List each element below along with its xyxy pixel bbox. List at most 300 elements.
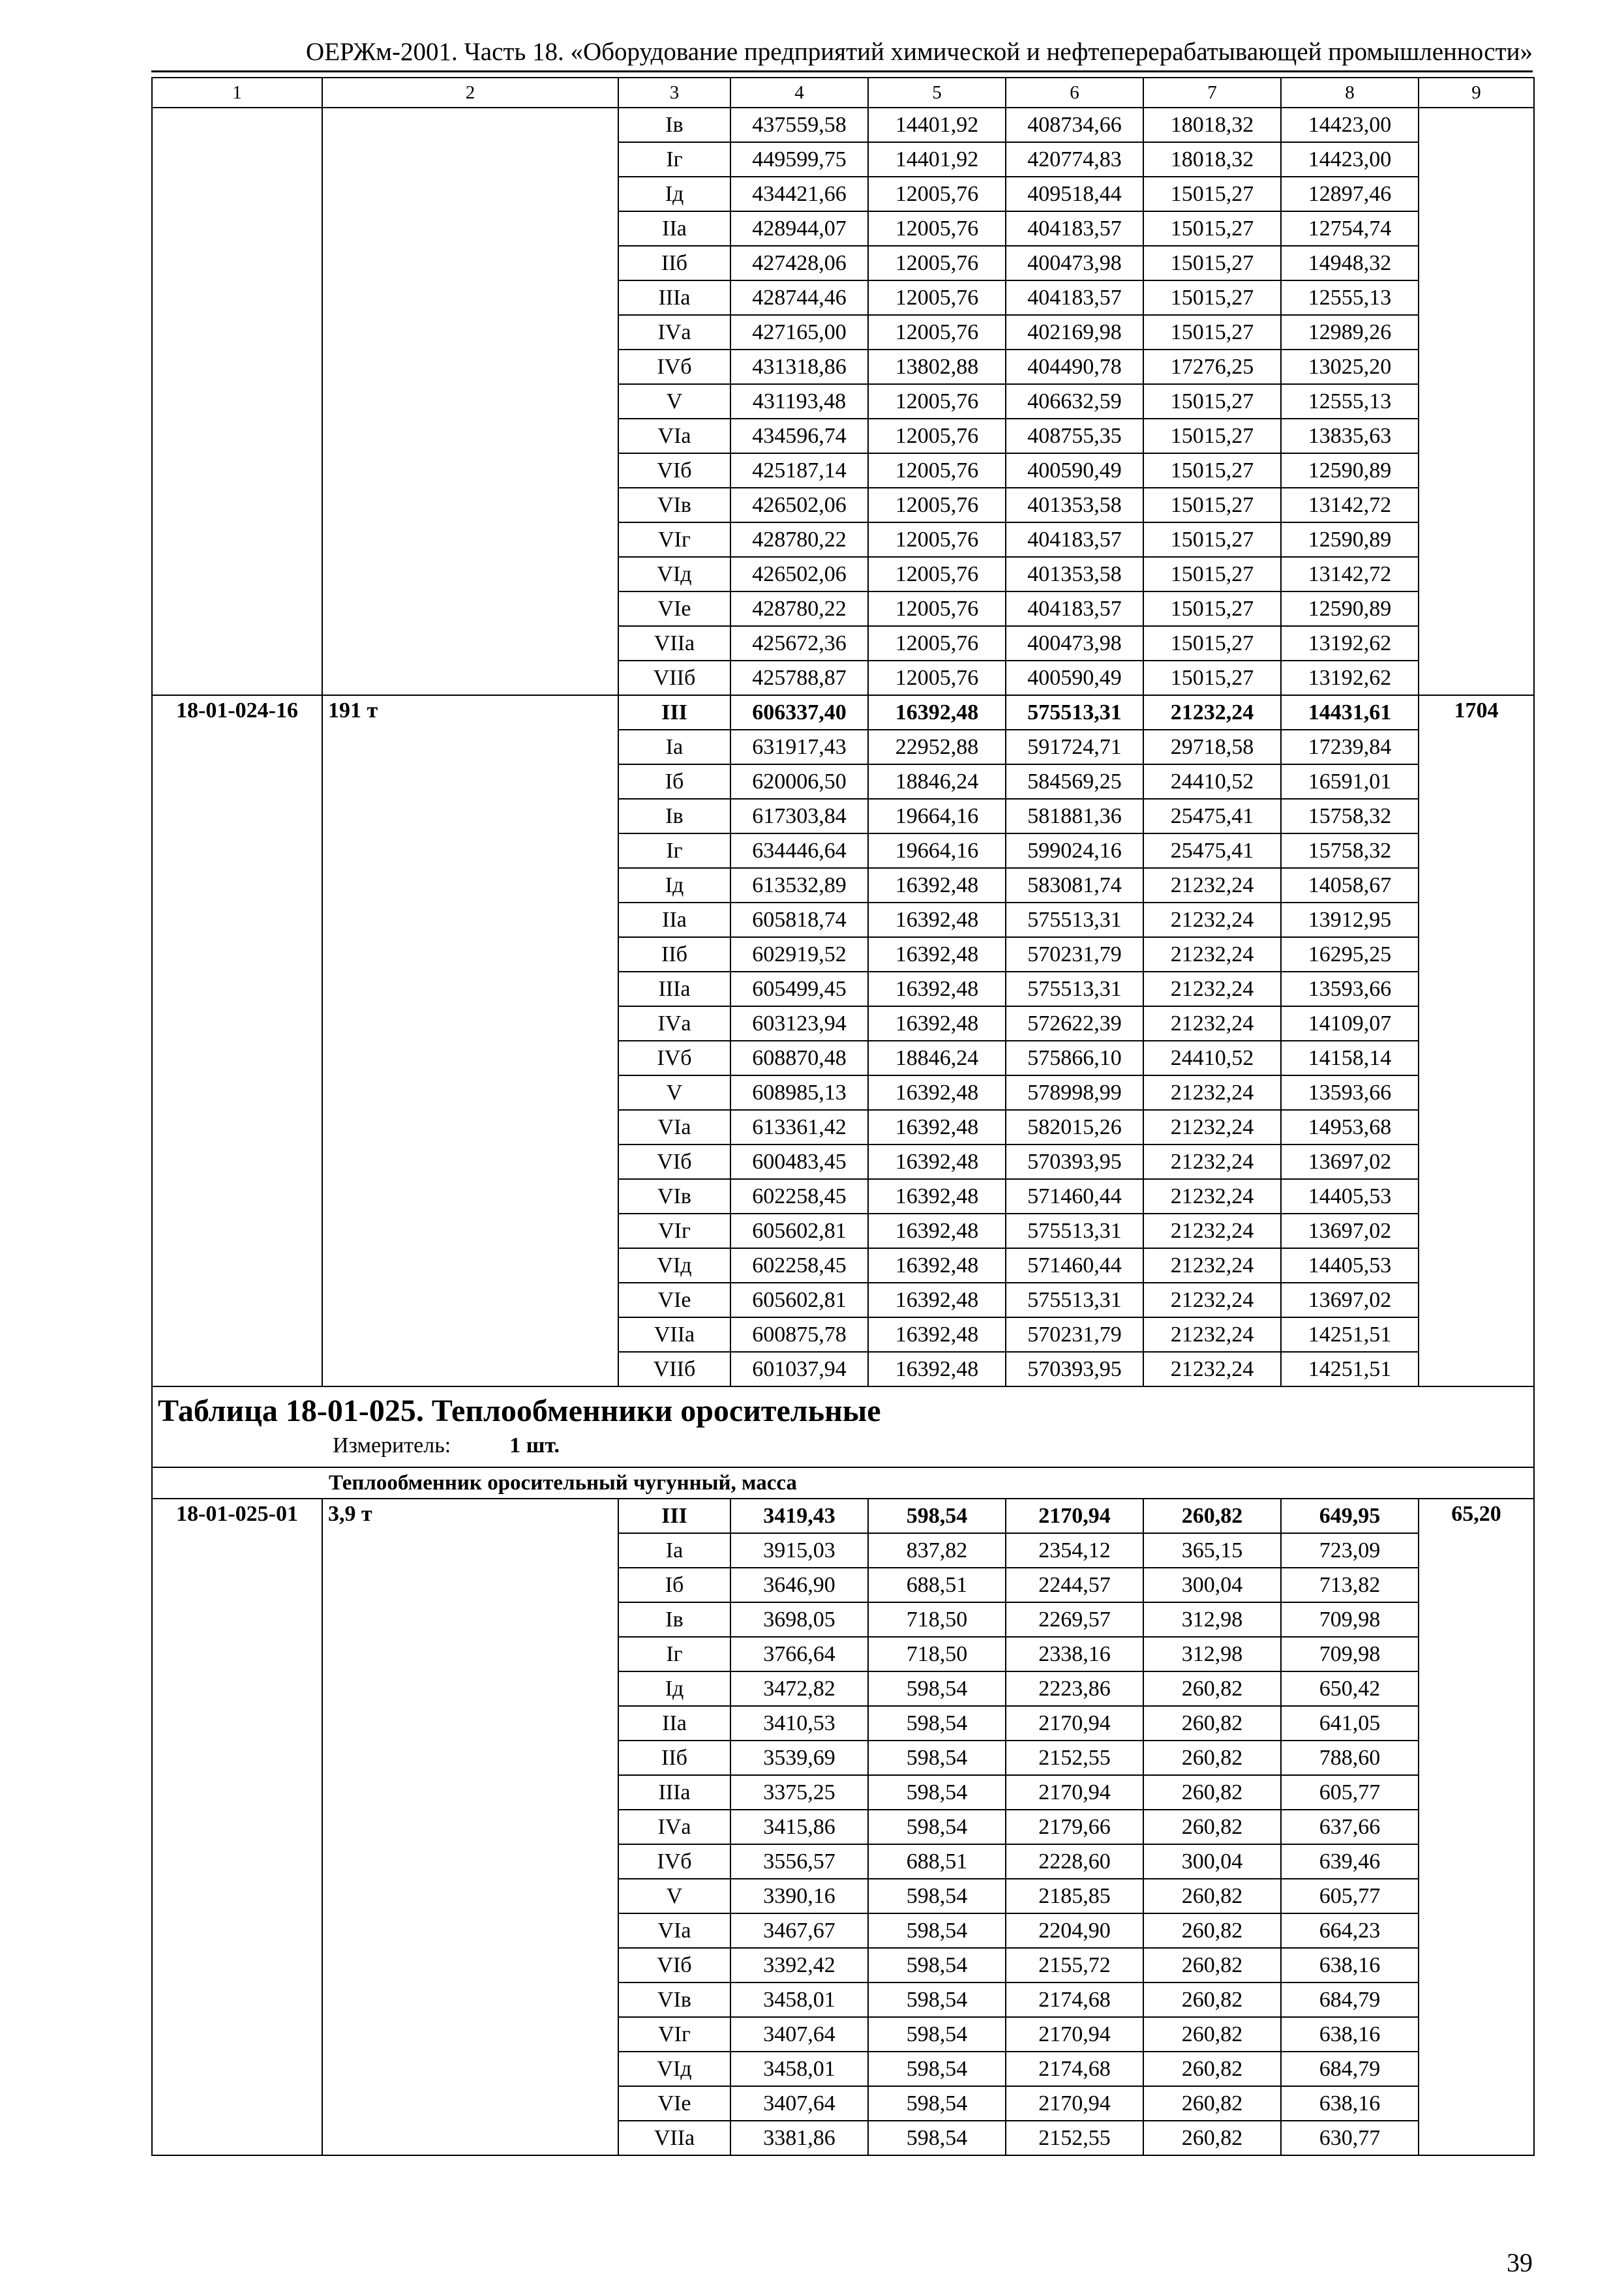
zone-cell: VIв — [618, 1179, 730, 1214]
total-cost-cell: 426502,06 — [730, 488, 868, 522]
total-cost-cell: 620006,50 — [730, 764, 868, 799]
machinist-wages-cell: 21232,24 — [1143, 1075, 1281, 1110]
machinist-wages-cell: 21232,24 — [1143, 1283, 1281, 1317]
rate-code-cell — [152, 108, 322, 695]
zone-cell: VIб — [618, 453, 730, 488]
machines-cell: 2152,55 — [1006, 2121, 1143, 2155]
wages-cell: 12005,76 — [868, 384, 1006, 419]
column-number: 4 — [730, 78, 868, 108]
total-cost-cell: 3390,16 — [730, 1879, 868, 1913]
machinist-wages-cell: 15015,27 — [1143, 522, 1281, 557]
machines-cell: 400590,49 — [1006, 661, 1143, 695]
wages-cell: 14401,92 — [868, 108, 1006, 142]
wages-cell: 16392,48 — [868, 1214, 1006, 1248]
total-cost-cell: 3458,01 — [730, 1982, 868, 2017]
machinist-wages-cell: 312,98 — [1143, 1602, 1281, 1637]
column-number: 7 — [1143, 78, 1281, 108]
machines-cell: 570393,95 — [1006, 1352, 1143, 1386]
zone-cell: VIIб — [618, 661, 730, 695]
machines-cell: 409518,44 — [1006, 177, 1143, 211]
materials-cell: 13593,66 — [1281, 1075, 1419, 1110]
section-heading: Теплообменник оросительный чугунный, масса — [152, 1467, 1534, 1499]
machines-cell: 400473,98 — [1006, 626, 1143, 661]
machines-cell: 591724,71 — [1006, 730, 1143, 764]
machines-cell: 571460,44 — [1006, 1179, 1143, 1214]
materials-cell: 14109,07 — [1281, 1006, 1419, 1041]
materials-cell: 638,16 — [1281, 2086, 1419, 2121]
wages-cell: 16392,48 — [868, 1352, 1006, 1386]
wages-cell: 598,54 — [868, 1948, 1006, 1982]
zone-cell: IIб — [618, 1741, 730, 1775]
wages-cell: 688,51 — [868, 1844, 1006, 1879]
wages-cell: 16392,48 — [868, 695, 1006, 730]
zone-cell: VIIа — [618, 626, 730, 661]
machines-cell: 2354,12 — [1006, 1533, 1143, 1568]
wages-cell: 12005,76 — [868, 488, 1006, 522]
total-cost-cell: 3646,90 — [730, 1568, 868, 1602]
materials-cell: 13912,95 — [1281, 903, 1419, 937]
materials-cell: 13697,02 — [1281, 1283, 1419, 1317]
column-number: 5 — [868, 78, 1006, 108]
materials-cell: 605,77 — [1281, 1775, 1419, 1810]
machines-cell: 2170,94 — [1006, 2017, 1143, 2052]
materials-cell: 13192,62 — [1281, 661, 1419, 695]
total-cost-cell: 426502,06 — [730, 557, 868, 591]
machines-cell: 570231,79 — [1006, 937, 1143, 972]
unit-line — [158, 1431, 1528, 1460]
machines-cell: 575513,31 — [1006, 903, 1143, 937]
total-cost-cell: 428744,46 — [730, 280, 868, 315]
machinist-wages-cell: 260,82 — [1143, 2086, 1281, 2121]
wages-cell: 16392,48 — [868, 1283, 1006, 1317]
zone-cell: Iа — [618, 730, 730, 764]
materials-cell: 14058,67 — [1281, 868, 1419, 903]
materials-cell: 14423,00 — [1281, 142, 1419, 177]
total-cost-cell: 425788,87 — [730, 661, 868, 695]
total-cost-cell: 427165,00 — [730, 315, 868, 350]
total-cost-cell: 3415,86 — [730, 1810, 868, 1844]
column-number: 9 — [1419, 78, 1534, 108]
column-number: 2 — [322, 78, 618, 108]
materials-cell: 684,79 — [1281, 2052, 1419, 2086]
machines-cell: 2174,68 — [1006, 1982, 1143, 2017]
table-caption: Таблица 18-01-025. Теплообменники оросительные — [158, 1394, 881, 1428]
zone-cell: Iв — [618, 1602, 730, 1637]
wages-cell: 718,50 — [868, 1602, 1006, 1637]
machinist-wages-cell: 260,82 — [1143, 2017, 1281, 2052]
wages-cell: 16392,48 — [868, 868, 1006, 903]
machines-cell: 2338,16 — [1006, 1637, 1143, 1671]
labor-cell — [1419, 108, 1534, 695]
wages-cell: 12005,76 — [868, 246, 1006, 280]
zone-cell: IIа — [618, 903, 730, 937]
machinist-wages-cell: 18018,32 — [1143, 142, 1281, 177]
machinist-wages-cell: 21232,24 — [1143, 1352, 1281, 1386]
zone-cell: VIб — [618, 1144, 730, 1179]
zone-cell: VIа — [618, 419, 730, 453]
wages-cell: 16392,48 — [868, 903, 1006, 937]
total-cost-cell: 608985,13 — [730, 1075, 868, 1110]
total-cost-cell: 613532,89 — [730, 868, 868, 903]
machines-cell: 575513,31 — [1006, 1283, 1143, 1317]
materials-cell: 638,16 — [1281, 2017, 1419, 2052]
total-cost-cell: 425187,14 — [730, 453, 868, 488]
wages-cell: 598,54 — [868, 1913, 1006, 1948]
total-cost-cell: 3407,64 — [730, 2086, 868, 2121]
machinist-wages-cell: 24410,52 — [1143, 764, 1281, 799]
zone-cell: IIб — [618, 937, 730, 972]
column-number: 8 — [1281, 78, 1419, 108]
zone-cell: VIд — [618, 1248, 730, 1283]
materials-cell: 638,16 — [1281, 1948, 1419, 1982]
machines-cell: 2170,94 — [1006, 2086, 1143, 2121]
machinist-wages-cell: 15015,27 — [1143, 384, 1281, 419]
wages-cell: 19664,16 — [868, 833, 1006, 868]
section-row — [152, 1467, 1534, 1499]
machinist-wages-cell: 260,82 — [1143, 1810, 1281, 1844]
zone-cell: V — [618, 1879, 730, 1913]
machines-cell: 2170,94 — [1006, 1499, 1143, 1533]
materials-cell: 649,95 — [1281, 1499, 1419, 1533]
zone-cell: Iа — [618, 1533, 730, 1568]
machines-cell: 408734,66 — [1006, 108, 1143, 142]
machinist-wages-cell: 15015,27 — [1143, 246, 1281, 280]
zone-cell: VIд — [618, 2052, 730, 2086]
machines-cell: 408755,35 — [1006, 419, 1143, 453]
machinist-wages-cell: 21232,24 — [1143, 868, 1281, 903]
machines-cell: 404183,57 — [1006, 211, 1143, 246]
total-cost-cell: 3392,42 — [730, 1948, 868, 1982]
machinist-wages-cell: 260,82 — [1143, 1948, 1281, 1982]
materials-cell: 14431,61 — [1281, 695, 1419, 730]
unit-label: Измеритель: — [333, 1433, 451, 1458]
materials-cell: 12590,89 — [1281, 591, 1419, 626]
rate-code-cell: 18-01-024-16 — [152, 695, 322, 1386]
total-cost-cell: 600483,45 — [730, 1144, 868, 1179]
zone-cell: IVа — [618, 1006, 730, 1041]
wages-cell: 12005,76 — [868, 591, 1006, 626]
total-cost-cell: 3915,03 — [730, 1533, 868, 1568]
wages-cell: 598,54 — [868, 1499, 1006, 1533]
machinist-wages-cell: 260,82 — [1143, 2121, 1281, 2155]
materials-cell: 14423,00 — [1281, 108, 1419, 142]
zone-cell: VIг — [618, 2017, 730, 2052]
machinist-wages-cell: 24410,52 — [1143, 1041, 1281, 1075]
zone-cell: VIIа — [618, 2121, 730, 2155]
materials-cell: 14953,68 — [1281, 1110, 1419, 1144]
machines-cell: 401353,58 — [1006, 557, 1143, 591]
document-header: ОЕРЖм-2001. Часть 18. «Оборудование предприятий химической и нефтеперерабатывающей промышленности» — [306, 38, 1533, 66]
machines-cell: 572622,39 — [1006, 1006, 1143, 1041]
total-cost-cell: 600875,78 — [730, 1317, 868, 1352]
table-title-row — [152, 1386, 1534, 1467]
machines-cell: 420774,83 — [1006, 142, 1143, 177]
materials-cell: 14251,51 — [1281, 1352, 1419, 1386]
wages-cell: 598,54 — [868, 1741, 1006, 1775]
machinist-wages-cell: 21232,24 — [1143, 1110, 1281, 1144]
materials-cell: 14158,14 — [1281, 1041, 1419, 1075]
total-cost-cell: 3698,05 — [730, 1602, 868, 1637]
zone-cell: IVа — [618, 315, 730, 350]
zone-cell: VIе — [618, 591, 730, 626]
wages-cell: 16392,48 — [868, 1110, 1006, 1144]
machinist-wages-cell: 21232,24 — [1143, 1179, 1281, 1214]
total-cost-cell: 602258,45 — [730, 1248, 868, 1283]
wages-cell: 12005,76 — [868, 211, 1006, 246]
zone-cell: VIд — [618, 557, 730, 591]
wages-cell: 598,54 — [868, 1810, 1006, 1844]
zone-cell: VIа — [618, 1913, 730, 1948]
machinist-wages-cell: 25475,41 — [1143, 833, 1281, 868]
rate-code-cell: 18-01-025-01 — [152, 1499, 322, 2155]
machines-cell: 575866,10 — [1006, 1041, 1143, 1075]
wages-cell: 19664,16 — [868, 799, 1006, 833]
wages-cell: 16392,48 — [868, 972, 1006, 1006]
materials-cell: 13142,72 — [1281, 488, 1419, 522]
wages-cell: 12005,76 — [868, 280, 1006, 315]
wages-cell: 12005,76 — [868, 557, 1006, 591]
materials-cell: 12754,74 — [1281, 211, 1419, 246]
zone-cell: III — [618, 1499, 730, 1533]
machinist-wages-cell: 300,04 — [1143, 1568, 1281, 1602]
zone-cell: VIв — [618, 488, 730, 522]
materials-cell: 13697,02 — [1281, 1144, 1419, 1179]
total-cost-cell: 434596,74 — [730, 419, 868, 453]
total-cost-cell: 3375,25 — [730, 1775, 868, 1810]
materials-cell: 12555,13 — [1281, 280, 1419, 315]
machinist-wages-cell: 260,82 — [1143, 1775, 1281, 1810]
machines-cell: 400473,98 — [1006, 246, 1143, 280]
materials-cell: 16591,01 — [1281, 764, 1419, 799]
zone-cell: Iб — [618, 1568, 730, 1602]
materials-cell: 15758,32 — [1281, 799, 1419, 833]
machinist-wages-cell: 21232,24 — [1143, 1006, 1281, 1041]
wages-cell: 18846,24 — [868, 764, 1006, 799]
rate-name-cell: 191 т — [322, 695, 618, 1386]
zone-cell: III — [618, 695, 730, 730]
machinist-wages-cell: 15015,27 — [1143, 557, 1281, 591]
total-cost-cell: 602919,52 — [730, 937, 868, 972]
machines-cell: 404183,57 — [1006, 522, 1143, 557]
wages-cell: 718,50 — [868, 1637, 1006, 1671]
wages-cell: 22952,88 — [868, 730, 1006, 764]
wages-cell: 18846,24 — [868, 1041, 1006, 1075]
zone-cell: V — [618, 1075, 730, 1110]
zone-cell: VIе — [618, 2086, 730, 2121]
header-rule — [151, 70, 1533, 72]
machines-cell: 401353,58 — [1006, 488, 1143, 522]
total-cost-cell: 3410,53 — [730, 1706, 868, 1741]
machines-cell: 599024,16 — [1006, 833, 1143, 868]
total-cost-cell: 449599,75 — [730, 142, 868, 177]
machinist-wages-cell: 15015,27 — [1143, 419, 1281, 453]
total-cost-cell: 428944,07 — [730, 211, 868, 246]
machinist-wages-cell: 15015,27 — [1143, 315, 1281, 350]
machinist-wages-cell: 260,82 — [1143, 1706, 1281, 1741]
machines-cell: 570393,95 — [1006, 1144, 1143, 1179]
machines-cell: 2170,94 — [1006, 1775, 1143, 1810]
materials-cell: 12897,46 — [1281, 177, 1419, 211]
zone-cell: IIа — [618, 1706, 730, 1741]
machinist-wages-cell: 15015,27 — [1143, 591, 1281, 626]
machinist-wages-cell: 21232,24 — [1143, 972, 1281, 1006]
total-cost-cell: 606337,40 — [730, 695, 868, 730]
machines-cell: 578998,99 — [1006, 1075, 1143, 1110]
total-cost-cell: 601037,94 — [730, 1352, 868, 1386]
zone-cell: VIб — [618, 1948, 730, 1982]
column-number: 1 — [152, 78, 322, 108]
machines-cell: 2152,55 — [1006, 1741, 1143, 1775]
materials-cell: 709,98 — [1281, 1602, 1419, 1637]
materials-cell: 12590,89 — [1281, 453, 1419, 488]
table-row — [152, 695, 1534, 730]
machinist-wages-cell: 29718,58 — [1143, 730, 1281, 764]
table-row — [152, 1499, 1534, 1533]
wages-cell: 16392,48 — [868, 1248, 1006, 1283]
wages-cell: 16392,48 — [868, 937, 1006, 972]
zone-cell: IIIа — [618, 972, 730, 1006]
machinist-wages-cell: 365,15 — [1143, 1533, 1281, 1568]
wages-cell: 16392,48 — [868, 1317, 1006, 1352]
total-cost-cell: 3419,43 — [730, 1499, 868, 1533]
materials-cell: 12555,13 — [1281, 384, 1419, 419]
materials-cell: 17239,84 — [1281, 730, 1419, 764]
machines-cell: 406632,59 — [1006, 384, 1143, 419]
machinist-wages-cell: 260,82 — [1143, 2052, 1281, 2086]
machinist-wages-cell: 21232,24 — [1143, 695, 1281, 730]
materials-cell: 12989,26 — [1281, 315, 1419, 350]
unit-value: 1 шт. — [509, 1433, 560, 1458]
total-cost-cell: 437559,58 — [730, 108, 868, 142]
machines-cell: 582015,26 — [1006, 1110, 1143, 1144]
machines-cell: 404490,78 — [1006, 350, 1143, 384]
wages-cell: 12005,76 — [868, 522, 1006, 557]
total-cost-cell: 3766,64 — [730, 1637, 868, 1671]
machinist-wages-cell: 260,82 — [1143, 1499, 1281, 1533]
machinist-wages-cell: 21232,24 — [1143, 1144, 1281, 1179]
wages-cell: 12005,76 — [868, 419, 1006, 453]
total-cost-cell: 603123,94 — [730, 1006, 868, 1041]
total-cost-cell: 608870,48 — [730, 1041, 868, 1075]
total-cost-cell: 3381,86 — [730, 2121, 868, 2155]
column-number: 3 — [618, 78, 730, 108]
materials-cell: 664,23 — [1281, 1913, 1419, 1948]
zone-cell: Iб — [618, 764, 730, 799]
materials-cell: 637,66 — [1281, 1810, 1419, 1844]
machinist-wages-cell: 15015,27 — [1143, 211, 1281, 246]
wages-cell: 12005,76 — [868, 626, 1006, 661]
total-cost-cell: 428780,22 — [730, 591, 868, 626]
wages-cell: 12005,76 — [868, 315, 1006, 350]
materials-cell: 16295,25 — [1281, 937, 1419, 972]
zone-cell: Iг — [618, 833, 730, 868]
wages-cell: 598,54 — [868, 2017, 1006, 2052]
materials-cell: 15758,32 — [1281, 833, 1419, 868]
wages-cell: 598,54 — [868, 1982, 1006, 2017]
total-cost-cell: 425672,36 — [730, 626, 868, 661]
machines-cell: 575513,31 — [1006, 1214, 1143, 1248]
wages-cell: 13802,88 — [868, 350, 1006, 384]
wages-cell: 12005,76 — [868, 661, 1006, 695]
machines-cell: 2155,72 — [1006, 1948, 1143, 1982]
materials-cell: 13025,20 — [1281, 350, 1419, 384]
zone-cell: Iг — [618, 1637, 730, 1671]
wages-cell: 598,54 — [868, 2086, 1006, 2121]
machines-cell: 575513,31 — [1006, 695, 1143, 730]
machinist-wages-cell: 21232,24 — [1143, 1214, 1281, 1248]
wages-cell: 16392,48 — [868, 1075, 1006, 1110]
machinist-wages-cell: 15015,27 — [1143, 661, 1281, 695]
machinist-wages-cell: 260,82 — [1143, 1913, 1281, 1948]
total-cost-cell: 431318,86 — [730, 350, 868, 384]
materials-cell: 650,42 — [1281, 1671, 1419, 1706]
machinist-wages-cell: 260,82 — [1143, 1982, 1281, 2017]
zone-cell: VIг — [618, 522, 730, 557]
machines-cell: 2223,86 — [1006, 1671, 1143, 1706]
zone-cell: VIе — [618, 1283, 730, 1317]
total-cost-cell: 434421,66 — [730, 177, 868, 211]
zone-cell: VIIа — [618, 1317, 730, 1352]
materials-cell: 630,77 — [1281, 2121, 1419, 2155]
materials-cell: 13593,66 — [1281, 972, 1419, 1006]
materials-cell: 788,60 — [1281, 1741, 1419, 1775]
machines-cell: 570231,79 — [1006, 1317, 1143, 1352]
machinist-wages-cell: 15015,27 — [1143, 488, 1281, 522]
zone-cell: VIв — [618, 1982, 730, 2017]
machines-cell: 581881,36 — [1006, 799, 1143, 833]
column-number: 6 — [1006, 78, 1143, 108]
materials-cell: 723,09 — [1281, 1533, 1419, 1568]
machinist-wages-cell: 25475,41 — [1143, 799, 1281, 833]
zone-cell: VIIб — [618, 1352, 730, 1386]
rate-name-cell: 3,9 т — [322, 1499, 618, 2155]
machinist-wages-cell: 21232,24 — [1143, 1317, 1281, 1352]
zone-cell: IIа — [618, 211, 730, 246]
materials-cell: 713,82 — [1281, 1568, 1419, 1602]
zone-cell: IVа — [618, 1810, 730, 1844]
total-cost-cell: 602258,45 — [730, 1179, 868, 1214]
materials-cell: 14405,53 — [1281, 1179, 1419, 1214]
zone-cell: IIIа — [618, 1775, 730, 1810]
machinist-wages-cell: 260,82 — [1143, 1879, 1281, 1913]
total-cost-cell: 3407,64 — [730, 2017, 868, 2052]
machines-cell: 583081,74 — [1006, 868, 1143, 903]
materials-cell: 709,98 — [1281, 1637, 1419, 1671]
total-cost-cell: 431193,48 — [730, 384, 868, 419]
materials-cell: 13142,72 — [1281, 557, 1419, 591]
zone-cell: IIIа — [618, 280, 730, 315]
machinist-wages-cell: 300,04 — [1143, 1844, 1281, 1879]
machines-cell: 575513,31 — [1006, 972, 1143, 1006]
machinist-wages-cell: 312,98 — [1143, 1637, 1281, 1671]
zone-cell: Iд — [618, 1671, 730, 1706]
machines-cell: 402169,98 — [1006, 315, 1143, 350]
total-cost-cell: 617303,84 — [730, 799, 868, 833]
machines-cell: 571460,44 — [1006, 1248, 1143, 1283]
materials-cell: 684,79 — [1281, 1982, 1419, 2017]
wages-cell: 12005,76 — [868, 177, 1006, 211]
machines-cell: 2204,90 — [1006, 1913, 1143, 1948]
materials-cell: 641,05 — [1281, 1706, 1419, 1741]
zone-cell: VIг — [618, 1214, 730, 1248]
materials-cell: 13835,63 — [1281, 419, 1419, 453]
wages-cell: 598,54 — [868, 2121, 1006, 2155]
zone-cell: V — [618, 384, 730, 419]
total-cost-cell: 605602,81 — [730, 1283, 868, 1317]
wages-cell: 12005,76 — [868, 453, 1006, 488]
materials-cell: 639,46 — [1281, 1844, 1419, 1879]
zone-cell: Iв — [618, 108, 730, 142]
